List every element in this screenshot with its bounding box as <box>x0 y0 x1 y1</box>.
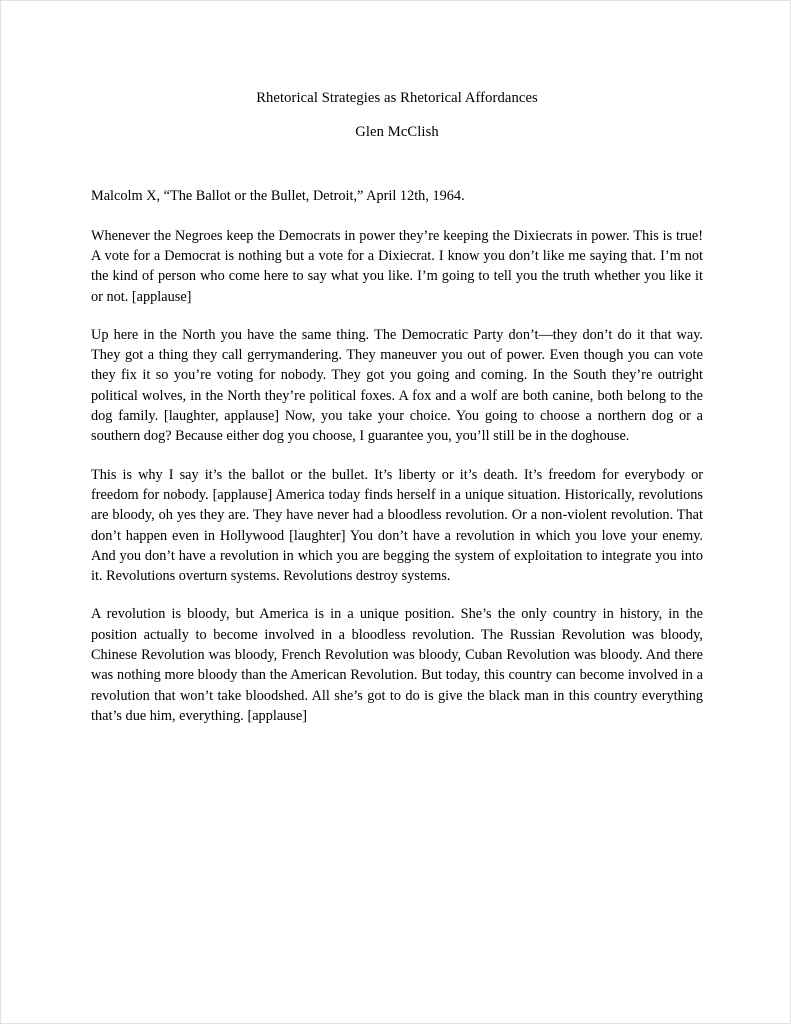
page-title: Rhetorical Strategies as Rhetorical Affordances <box>256 90 538 106</box>
body-paragraph: Whenever the Negroes keep the Democrats in power they’re keeping the Dixiecrats in power. This is true! A vote for a Democrat is nothing but a vote for a Dixiecrat. I know you don’t like me saying that. I’m not the kind of person who come here to say what you like. I’m going to tell you the truth whether you like it or not. [applause] <box>91 227 703 305</box>
body-paragraph: A revolution is bloody, but America is in a unique position. She’s the only country in history, in the position actually to become involved in a bloodless revolution. The Russian Revolution was bloody, Chinese Revolution was bloody, French Revolution was bloody, Cuban Revolution was bloody. And there was nothing more bloody than the American Revolution. But today, this country can become involved in a revolution that won’t take bloodshed. All she’s got to do is give the black man in this country everything that’s due him, everything. [applause] <box>91 606 703 724</box>
document-body <box>91 89 703 726</box>
body-paragraph: Up here in the North you have the same thing. The Democratic Party don’t—they don’t do it that way. They got a thing they call gerrymandering. They maneuver you out of power. Even though you can vote they fix it so you’re voting for nobody. They got you going and coming. In the South they’re outright political wolves, in the North they’re political foxes. A fox and a wolf are both canine, both belong to the dog family. [laughter, applause] Now, you take your choice. You going to choose a northern dog or a southern dog? Because either dog you choose, I guarantee you, you’ll still be in the doghouse. <box>91 326 703 445</box>
body-paragraph: This is why I say it’s the ballot or the bullet. It’s liberty or it’s death. It’s freedom for everybody or freedom for nobody. [applause] America today finds herself in a unique situation. Historically, revolutions are bloody, oh yes they are. They have never had a bloodless revolution. Or a non-violent revolution. That don’t happen even in Hollywood [laughter] You don’t have a revolution in which you love your enemy. And you don’t have a revolution in which you are begging the system of exploitation to integrate you into it. Revolutions overturn systems. Revolutions destroy systems. <box>91 466 703 585</box>
source-citation: Malcolm X, “The Ballot or the Bullet, Detroit,” April 12th, 1964. <box>91 188 465 205</box>
document-author: Glen McClish <box>355 123 439 140</box>
